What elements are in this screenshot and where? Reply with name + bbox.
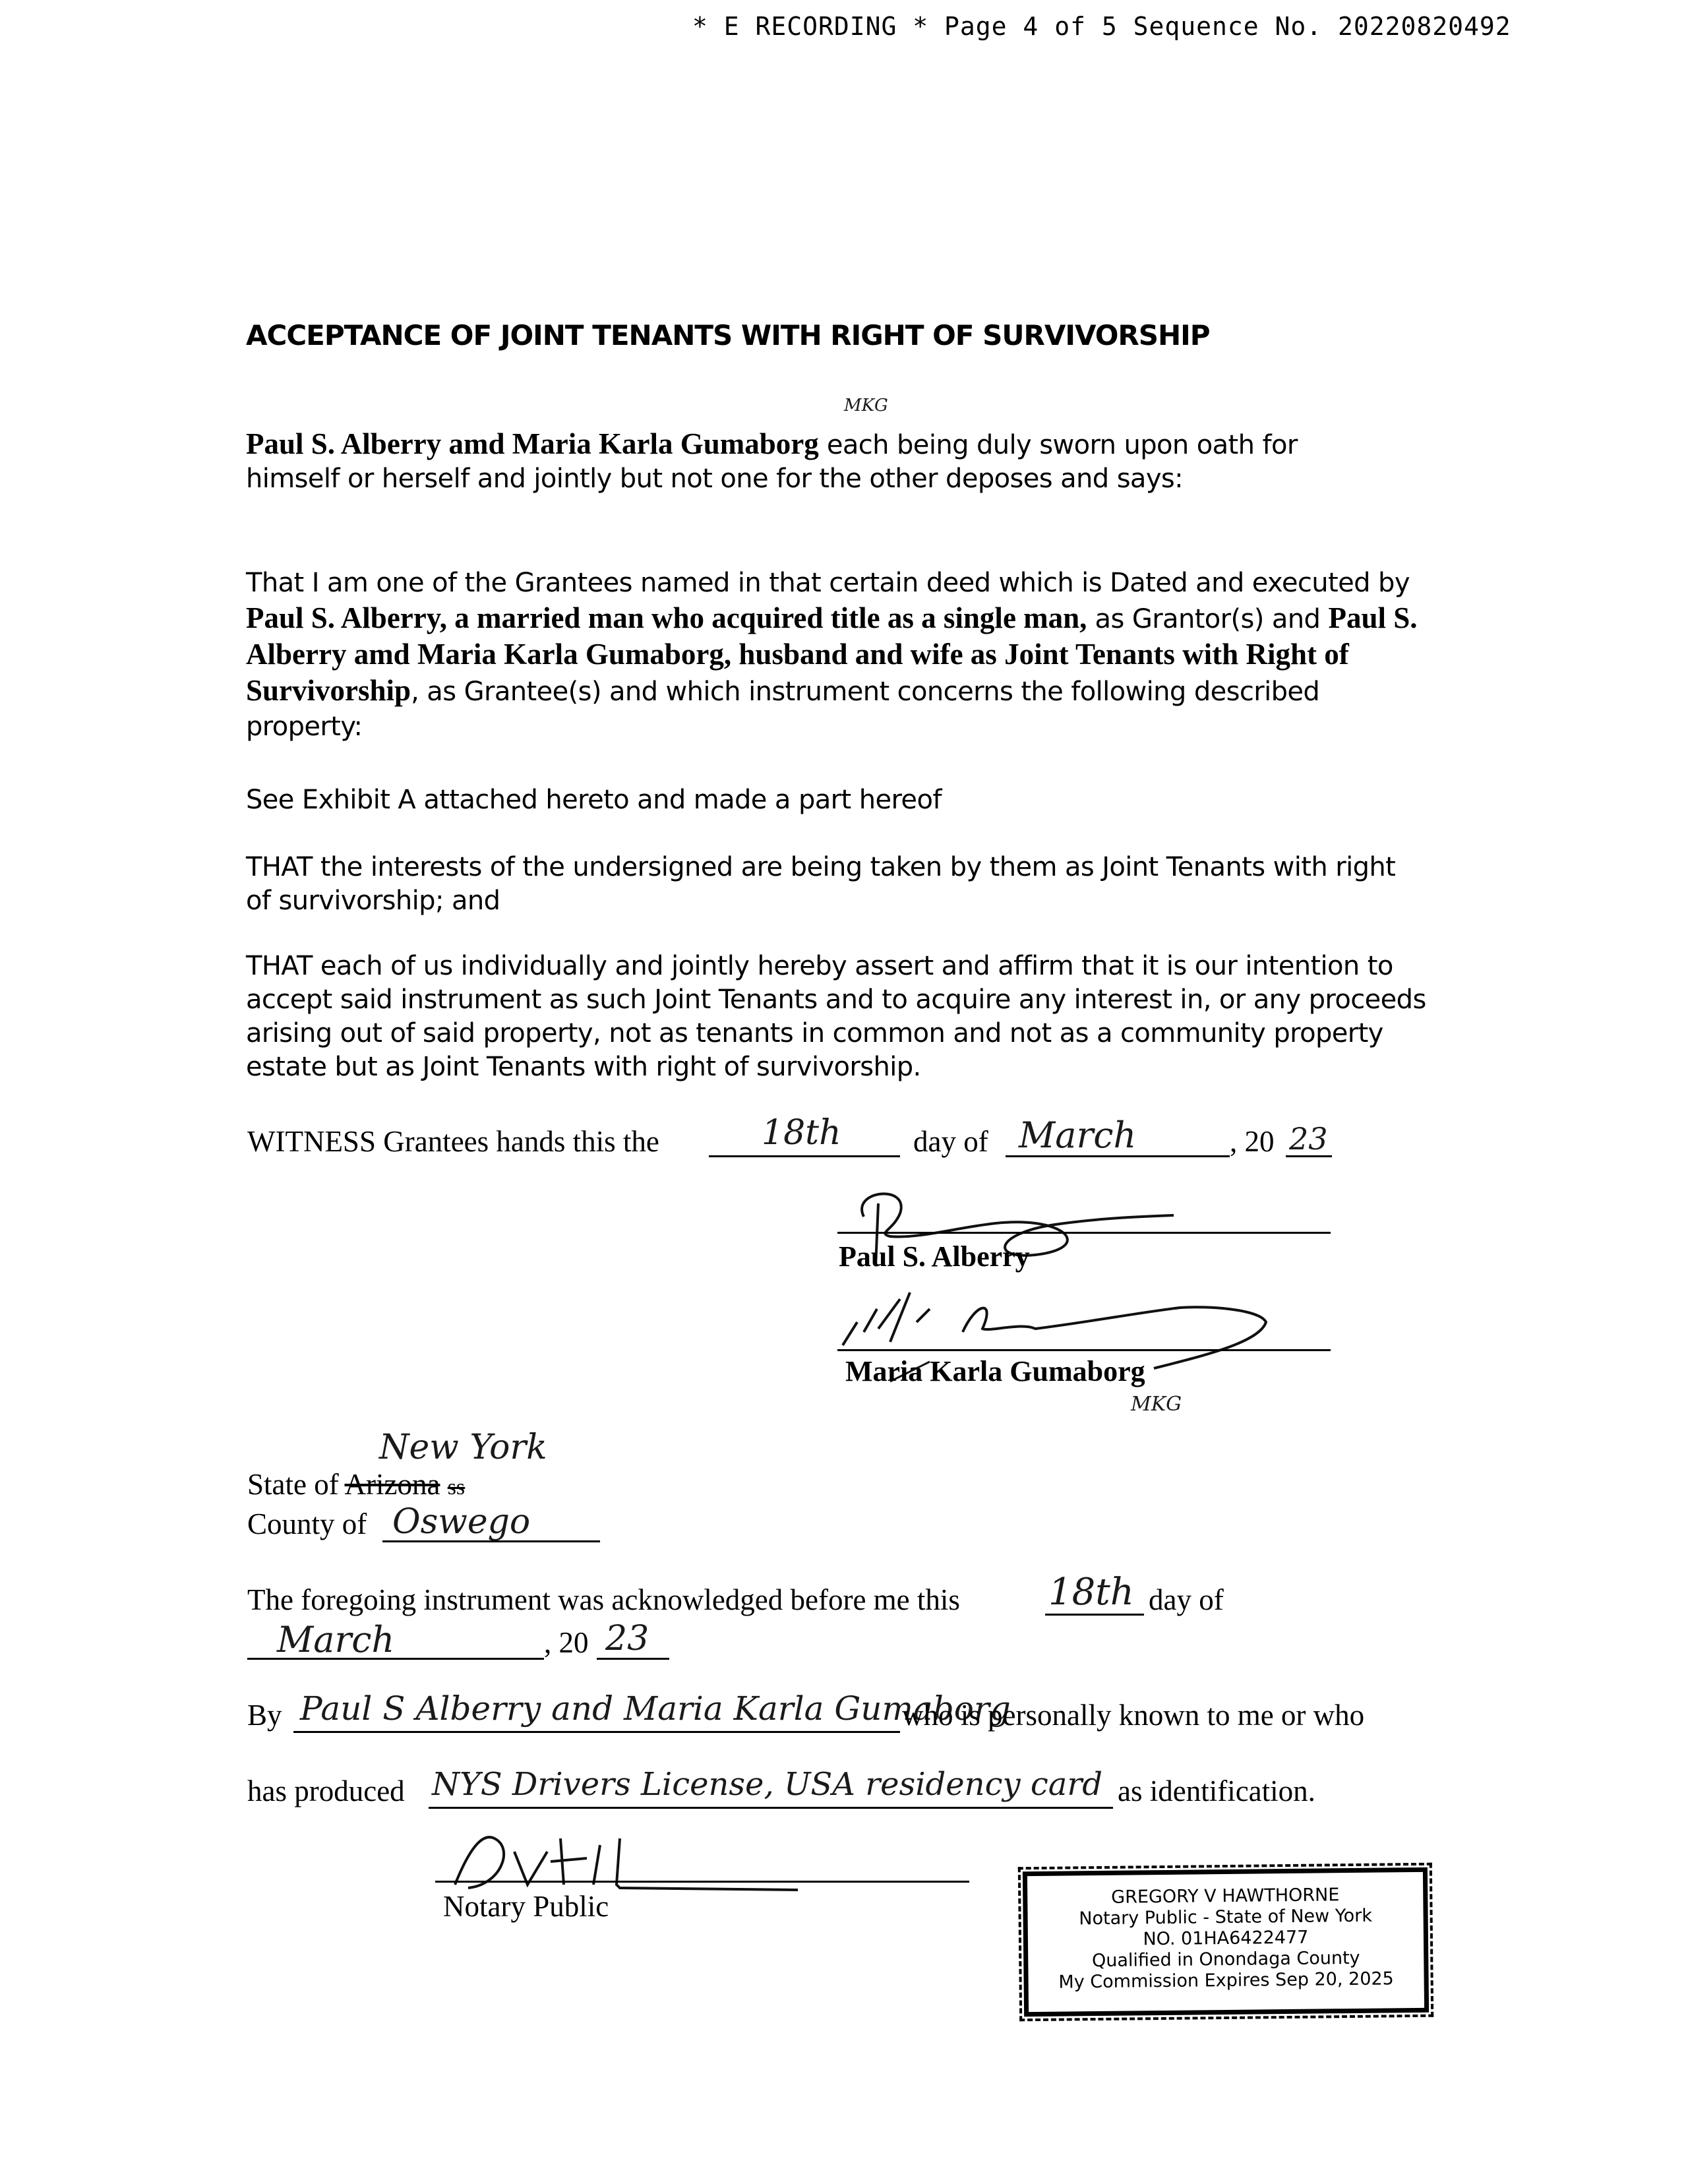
stamp-line-5: My Commission Expires Sep 20, 2025: [1058, 1968, 1394, 1993]
witness-day-handwritten: 18th: [762, 1113, 841, 1153]
ack-year-handwritten: 23: [605, 1619, 649, 1658]
signer-1-name: Paul S. Alberry: [839, 1240, 1030, 1273]
county-label: County of: [247, 1507, 367, 1540]
ack-names-line: [293, 1731, 900, 1733]
ack-year-prefix: , 20: [544, 1626, 589, 1659]
witness-day-label: day of: [913, 1125, 988, 1158]
intro-text-2: himself or herself and jointly but not one for the other deposes and says:: [246, 464, 1184, 494]
grantee-description: Paul S. Alberry amd Maria Karla Gumaborg, husband and wife as Joint Tenants with Right of Survivorship: [246, 601, 1418, 707]
state-handwritten: New York: [379, 1428, 547, 1467]
ack-by-label: By: [247, 1699, 282, 1732]
stamp-line-2: Notary Public - State of New York: [1079, 1905, 1373, 1929]
signature-line-1: [837, 1232, 1331, 1234]
stamp-line-4: Qualified in Onondaga County: [1091, 1947, 1360, 1972]
exhibit-line: See Exhibit A attached hereto and made a part hereof: [246, 785, 942, 815]
ack-produced-suffix: as identification.: [1118, 1774, 1315, 1807]
stamp-name: GREGORY V HAWTHORNE: [1111, 1885, 1340, 1908]
grantor-description: Paul S. Alberry, a married man who acquired title as a single man,: [246, 601, 1087, 634]
ack-id-line: [429, 1807, 1113, 1809]
notary-public-label: Notary Public: [443, 1890, 609, 1923]
intro-text-1: each being duly sworn upon oath for: [818, 430, 1298, 460]
ack-names-handwritten: Paul S Alberry and Maria Karla Gumaborg: [300, 1689, 1011, 1728]
ack-month-handwritten: March: [277, 1619, 395, 1660]
deed-text-3: , as Grantee(s) and which instrument concerns the following described property:: [246, 677, 1320, 742]
intro-paragraph: [246, 427, 1433, 496]
document-title: ACCEPTANCE OF JOINT TENANTS WITH RIGHT OF SURVIVORSHIP: [246, 319, 1210, 351]
deed-text-1: That I am one of the Grantees named in that certain deed which is Dated and executed by: [246, 568, 1410, 598]
notary-signature: [429, 1825, 798, 1898]
ack-by-suffix: who is personally known to me or who: [902, 1699, 1365, 1732]
stamp-line-3: NO. 01HA6422477: [1143, 1927, 1309, 1950]
witness-year-handwritten: 23: [1289, 1121, 1328, 1157]
deed-paragraph: [246, 566, 1426, 744]
joint-tenants-paragraph: THAT the interests of the undersigned are being taken by them as Joint Tenants with right of survivorship; and: [246, 852, 1396, 916]
witness-prefix: WITNESS Grantees hands this the: [247, 1125, 659, 1158]
witness-day-line: [709, 1155, 900, 1157]
county-handwritten: Oswego: [392, 1502, 531, 1542]
ack-id-handwritten: NYS Drivers License, USA residency card: [432, 1766, 1103, 1803]
state-line: [247, 1467, 465, 1502]
ack-line-1-suffix: day of: [1149, 1583, 1224, 1616]
witness-year-prefix: , 20: [1230, 1125, 1275, 1158]
state-struck: Arizona: [344, 1468, 440, 1501]
ack-day-handwritten: 18th: [1048, 1571, 1134, 1614]
signature-line-2: [837, 1349, 1331, 1351]
ack-day-line: [1045, 1614, 1144, 1616]
state-struck-ss: ss: [447, 1475, 466, 1500]
notary-signature-line: [435, 1881, 969, 1883]
handwritten-initials: MKG: [844, 396, 888, 415]
signer-2-name: Maria Karla Gumaborg: [845, 1355, 1145, 1387]
witness-month-handwritten: March: [1019, 1114, 1137, 1156]
ack-line-1-prefix: The foregoing instrument was acknowledged before me this: [247, 1583, 960, 1616]
ack-produced-prefix: has produced: [247, 1774, 405, 1807]
notary-stamp: [1023, 1867, 1429, 2017]
recording-header: * E RECORDING * Page 4 of 5 Sequence No. 20220820492: [692, 12, 1511, 41]
state-label: State of: [247, 1468, 339, 1501]
grantee-names: Paul S. Alberry amd Maria Karla Gumaborg: [246, 427, 819, 460]
signer-2-initials: MKG: [1131, 1393, 1182, 1416]
intention-paragraph: THAT each of us individually and jointly hereby assert and affirm that it is our intention to accept said instrument as such Joint Tenants and to acquire any interest in, or any proceeds arising out of said property, not as tenants in common and not as a community property estate but as Joint Tenants with right of survivorship.: [246, 951, 1426, 1082]
deed-text-2: as Grantor(s) and: [1087, 604, 1329, 634]
